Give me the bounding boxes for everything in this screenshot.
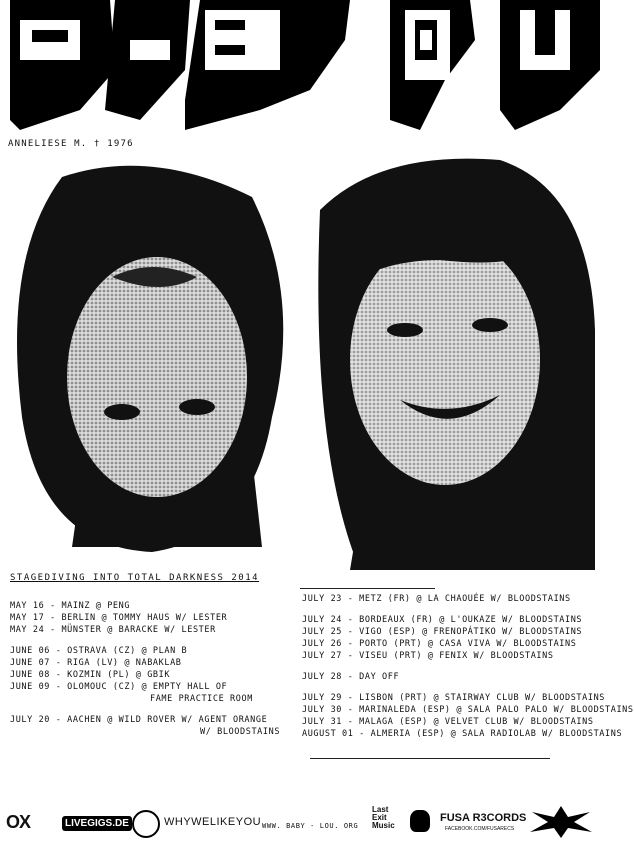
tour-date: MAY 16 - MAINZ @ PENG <box>10 601 131 611</box>
sponsor-bar <box>0 800 600 848</box>
last-exit-logo: Last Exit Music <box>372 805 395 830</box>
tour-dates-right <box>302 593 634 740</box>
tour-date: JULY 20 - AACHEN @ WILD ROVER W/ AGENT ORANGE <box>10 715 268 725</box>
divider <box>310 758 550 759</box>
tour-date: JULY 26 - PORTO (PRT) @ CASA VIVA W/ BLOODSTAINS <box>302 639 577 649</box>
tour-date: JUNE 07 - RIGA (LV) @ NABAKLAB <box>10 658 182 668</box>
star-burst-icon <box>530 806 592 838</box>
band-logo <box>0 0 600 140</box>
tour-date: JUNE 06 - OSTRAVA (CZ) @ PLAN B <box>10 646 188 656</box>
tour-date: JULY 25 - VIGO (ESP) @ FRENOPÁTIKO W/ BLOODSTAINS <box>302 627 583 637</box>
fusa-sub: FACEBOOK.COM/FUSARECS <box>445 826 515 832</box>
photo-credit: ANNELIESE M. † 1976 <box>8 139 134 149</box>
whywelikeyou-logo: WHYWELIKEYOU <box>164 816 262 828</box>
tour-date: JULY 23 - METZ (FR) @ LA CHAOUÉE W/ BLOODSTAINS <box>302 594 571 604</box>
tour-date: JULY 28 - DAY OFF <box>302 672 400 682</box>
tour-date: JULY 29 - LISBON (PRT) @ STAIRWAY CLUB W/ BLOODSTAINS <box>302 693 606 703</box>
ox-logo: OX <box>6 812 31 832</box>
tour-date: JULY 27 - VISEU (PRT) @ FENIX W/ BLOODSTAINS <box>302 651 554 661</box>
tour-date: MAY 17 - BERLIN @ TOMMY HAUS W/ LESTER <box>10 613 228 623</box>
badge-icon <box>132 810 160 838</box>
tour-date: AUGUST 01 - ALMERIA (ESP) @ SALA RADIOLAB W/ BLOODSTAINS <box>302 729 623 739</box>
tour-date-cont: W/ BLOODSTAINS <box>200 727 281 737</box>
tour-dates-left <box>10 600 300 738</box>
portrait-upside-down <box>2 157 292 557</box>
tour-date: JUNE 08 - KOZMIN (PL) @ GBIK <box>10 670 171 680</box>
fusa-logo: FUSA R3CORDS <box>440 812 527 824</box>
portrait-smiling <box>300 150 600 570</box>
divider <box>300 588 435 589</box>
skull-icon <box>410 810 430 832</box>
tour-date: JULY 30 - MARINALEDA (ESP) @ SALA PALO PALO W/ BLOODSTAINS <box>302 705 634 715</box>
livegigs-logo: LIVEGIGS.DE <box>62 816 132 831</box>
tour-date: JUNE 09 - OLOMOUC (CZ) @ EMPTY HALL OF <box>10 682 228 692</box>
tour-date: MAY 24 - MÜNSTER @ BARACKE W/ LESTER <box>10 625 216 635</box>
website: WWW. BABY - LOU. ORG <box>262 822 359 830</box>
tour-title: STAGEDIVING INTO TOTAL DARKNESS 2014 <box>10 573 260 583</box>
tour-date: JULY 24 - BORDEAUX (FR) @ L'OUKAZE W/ BLOODSTAINS <box>302 615 583 625</box>
tour-date: JULY 31 - MALAGA (ESP) @ VELVET CLUB W/ BLOODSTAINS <box>302 717 594 727</box>
tour-date-cont: FAME PRACTICE ROOM <box>150 694 253 704</box>
